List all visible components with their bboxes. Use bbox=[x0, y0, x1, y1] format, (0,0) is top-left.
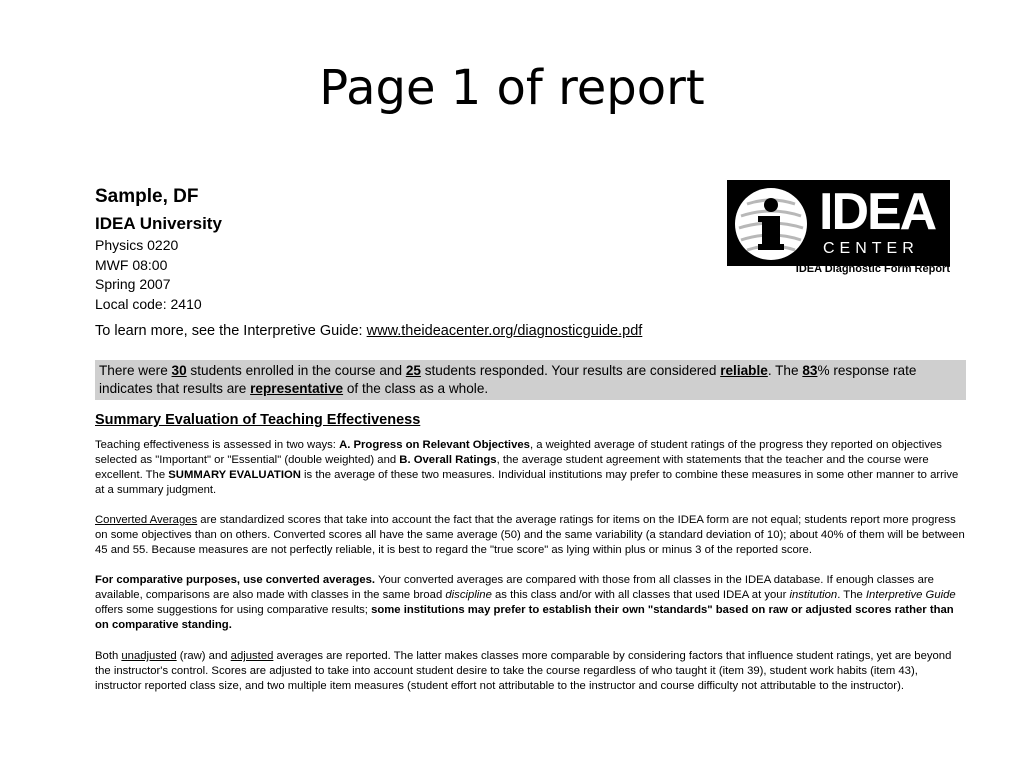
para-text: offers some suggestions for using comparative results; bbox=[95, 604, 372, 616]
para-text: , the average student agreement with statements that the teacher and the course were excellent. The bbox=[95, 454, 929, 481]
para-bold: B. Overall Ratings bbox=[399, 454, 497, 466]
paragraph-comparative-purposes bbox=[95, 573, 967, 633]
paragraph-adjusted-averages bbox=[95, 649, 967, 694]
para-text: . The bbox=[837, 589, 866, 601]
representativeness-label: representative bbox=[250, 381, 344, 396]
course-name: Physics 0220 bbox=[95, 237, 179, 253]
para-text: is the average of these two measures. Individual institutions may prefer to combine these measures in some other manner to arrive at a summary judgment. bbox=[95, 469, 959, 496]
para-bold: SUMMARY EVALUATION bbox=[168, 469, 301, 481]
course-term: Spring 2007 bbox=[95, 276, 171, 292]
para-text: Your converted averages are compared with those from all classes in the IDEA database. If enough classes are available, comparisons are also made with classes in the same broad bbox=[95, 574, 934, 601]
logo-wordmark: IDEA bbox=[819, 183, 936, 241]
university-name: IDEA University bbox=[95, 214, 222, 233]
summary-text: of the class as a whole. bbox=[343, 381, 489, 396]
idea-center-logo bbox=[727, 180, 950, 275]
para-underlined: unadjusted bbox=[121, 650, 177, 662]
para-text: Both bbox=[95, 650, 122, 662]
summary-text: . The bbox=[767, 363, 803, 378]
section-heading: Summary Evaluation of Teaching Effectiveness bbox=[95, 412, 421, 428]
para-text: averages are reported. The latter makes classes more comparable by considering factors that influence student ratings, yet are beyond the instructor's control. Scores are adjusted to take into account student desire to take the course regardless of who taught it (item 39), student work habits (item 43), instructor reported class size, and two multiple item measures (student effort not attributable to the instructor and course difficulty not attributable to the instructor). bbox=[95, 650, 952, 692]
para-bold: For comparative purposes, use converted averages. bbox=[95, 574, 376, 586]
summary-text: students enrolled in the course and bbox=[186, 363, 406, 378]
para-italic: institution bbox=[789, 589, 838, 601]
paragraph-converted-averages bbox=[95, 513, 967, 558]
para-bold: some institutions may prefer to establish their own "standards" based on raw or adjusted scores rather than on comparative standing. bbox=[95, 604, 954, 631]
summary-text: There were bbox=[99, 363, 172, 378]
responded-count: 25 bbox=[405, 363, 421, 378]
local-code: Local code: 2410 bbox=[95, 296, 202, 312]
para-bold: A. Progress on Relevant Objectives bbox=[339, 439, 530, 451]
para-italic: Interpretive Guide bbox=[865, 589, 956, 601]
para-text: as this class and/or with all classes that used IDEA at your bbox=[491, 589, 790, 601]
learn-more-text: To learn more, see the Interpretive Guide: bbox=[95, 323, 367, 339]
enrolled-count: 30 bbox=[171, 363, 187, 378]
paragraph-teaching-effectiveness bbox=[95, 438, 967, 498]
slide-title: Page 1 of report bbox=[319, 60, 705, 116]
para-text: are standardized scores that take into account the fact that the average ratings for items on the IDEA form are not equal; students report more progress on some objectives than on others. Converted scores all have the same average (50) and the same variability (a standard deviation of 10); about 40% of them will be between 45 and 55. Because measures are not perfectly reliable, it is best to regard the "true score" as lying within plus or minus 3 of the reported score. bbox=[95, 514, 965, 556]
instructor-name: Sample, DF bbox=[95, 186, 199, 207]
response-rate: 83 bbox=[802, 363, 818, 378]
learn-more-line bbox=[95, 323, 642, 339]
para-underlined: adjusted bbox=[230, 650, 274, 662]
logo-subword: CENTER bbox=[823, 240, 919, 257]
response-summary-box bbox=[95, 360, 966, 400]
para-text: Teaching effectiveness is assessed in two ways: bbox=[95, 439, 340, 451]
reliability-label: reliable bbox=[720, 363, 768, 378]
para-text: (raw) and bbox=[176, 650, 231, 662]
course-schedule: MWF 08:00 bbox=[95, 257, 168, 273]
info-icon bbox=[733, 186, 809, 262]
para-text: , a weighted average of student ratings of the progress they reported on objectives selected as "Important" or "Essential" (double weighted) and bbox=[95, 439, 942, 466]
report-type-caption: IDEA Diagnostic Form Report bbox=[795, 263, 950, 275]
para-underlined: Converted Averages bbox=[95, 514, 198, 526]
guide-link[interactable]: www.theideacenter.org/diagnosticguide.pdf bbox=[366, 323, 643, 339]
summary-text: students responded. Your results are considered bbox=[420, 363, 721, 378]
summary-text: % response rate indicates that results are bbox=[99, 363, 917, 396]
para-italic: discipline bbox=[445, 589, 492, 601]
